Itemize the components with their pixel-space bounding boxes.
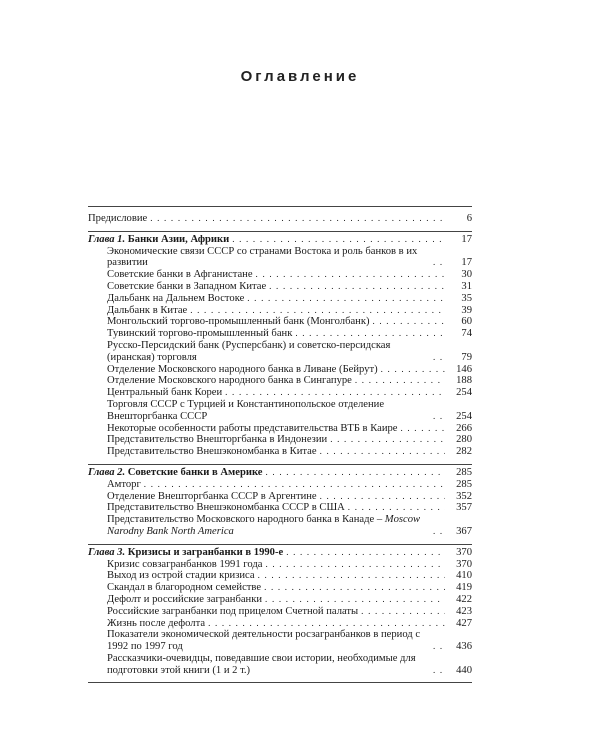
toc-entry-title: Некоторые особенности работы представительства ВТБ в Каире bbox=[107, 422, 398, 434]
toc-page-number: 422 bbox=[456, 593, 472, 605]
toc-entry-title: Кризис совзагранбанков 1991 года bbox=[107, 558, 263, 570]
toc-page-number: 370 bbox=[456, 546, 472, 558]
toc-page-number: 266 bbox=[456, 422, 472, 434]
toc-entry[interactable] bbox=[88, 559, 472, 571]
toc-entry-title: Дефолт и российские загранбанки bbox=[107, 593, 263, 605]
toc-page-number: 285 bbox=[456, 466, 472, 478]
dot-leader bbox=[401, 423, 446, 435]
toc-chapter-title bbox=[88, 547, 283, 559]
toc-page-number: 146 bbox=[456, 363, 472, 375]
dot-leader bbox=[265, 594, 445, 606]
toc-entry-title: Скандал в благородном семействе bbox=[107, 582, 262, 594]
toc-entry-title: Дальбанк в Китае bbox=[107, 304, 188, 316]
chapter-label: Глава 2. bbox=[88, 466, 126, 478]
toc-entry-title: Тувинский торгово-промышленный банк bbox=[107, 328, 293, 340]
dot-leader bbox=[348, 502, 445, 514]
dot-leader bbox=[433, 352, 445, 364]
dot-leader bbox=[225, 387, 445, 399]
toc-entry[interactable] bbox=[88, 364, 472, 376]
chapter-title: Банки Азии, Африки bbox=[127, 233, 230, 245]
dot-leader bbox=[190, 305, 445, 317]
toc-chapter-section bbox=[88, 545, 472, 683]
toc-page-number: 285 bbox=[456, 478, 472, 490]
toc-page-number: 39 bbox=[461, 304, 472, 316]
toc-preface bbox=[88, 207, 472, 231]
toc-entry-title: Русско-Персидский банк (Русперсбанк) и советско-персидская (иранская) торговля bbox=[107, 339, 391, 363]
toc-page-number: 280 bbox=[456, 434, 472, 446]
toc-chapter-heading[interactable] bbox=[88, 467, 472, 479]
toc-entry-title: Представительство Внешэкономбанка СССР в США bbox=[107, 502, 345, 514]
toc-entry-title: Экономические связи СССР со странами Востока и роль банков в их развитии bbox=[107, 245, 418, 269]
toc-entry[interactable] bbox=[88, 340, 472, 364]
toc-entry-title: Российские загранбанки под прицелом Счетной палаты bbox=[107, 605, 359, 617]
toc-entry-title: Торговля СССР с Турцией и Константинопольское отделение Внешторгбанка СССР bbox=[107, 398, 385, 422]
toc-entry[interactable] bbox=[88, 514, 472, 538]
toc-entry[interactable] bbox=[88, 269, 472, 281]
dot-leader bbox=[320, 446, 445, 458]
toc-page-number: 427 bbox=[456, 617, 472, 629]
dot-leader bbox=[373, 316, 446, 328]
toc-page-number: 17 bbox=[461, 257, 472, 269]
dot-leader bbox=[286, 547, 445, 559]
toc-entry-title: Центральный банк Кореи bbox=[107, 387, 223, 399]
dot-leader bbox=[258, 570, 445, 582]
dot-leader bbox=[320, 491, 445, 503]
toc-entry-title: Монгольский торгово-промышленный банк (Монголбанк) bbox=[107, 316, 370, 328]
toc-entry-title: Рассказчики-очевидцы, поведавшие свои истории, необходимые для подготовки этой книги (1 и 2 т.) bbox=[107, 652, 416, 676]
toc-chapters bbox=[88, 232, 472, 684]
dot-leader bbox=[247, 293, 445, 305]
dot-leader bbox=[361, 606, 445, 618]
table-of-contents bbox=[88, 206, 472, 683]
dot-leader bbox=[295, 328, 445, 340]
toc-page-number: 60 bbox=[461, 316, 472, 328]
dot-leader bbox=[232, 234, 445, 246]
toc-entry[interactable] bbox=[88, 653, 472, 677]
toc-page-number: 31 bbox=[461, 280, 472, 292]
toc-entry[interactable] bbox=[88, 281, 472, 293]
toc-entry[interactable] bbox=[88, 606, 472, 618]
toc-entry[interactable] bbox=[88, 434, 472, 446]
dot-leader bbox=[355, 375, 445, 387]
toc-entry[interactable] bbox=[88, 594, 472, 606]
toc-page-number: 74 bbox=[461, 328, 472, 340]
toc-entry-title-italic: Moscow Narodny Bank North America bbox=[107, 514, 421, 537]
dot-leader bbox=[381, 364, 445, 376]
toc-entry[interactable] bbox=[88, 570, 472, 582]
toc-page-number: 357 bbox=[456, 502, 472, 514]
toc-page-number: 254 bbox=[456, 387, 472, 399]
toc-entry-title: Представительство Внешторгбанка в Индонезии bbox=[107, 434, 328, 446]
toc-entry[interactable] bbox=[88, 316, 472, 328]
divider bbox=[88, 682, 472, 683]
toc-chapter-heading[interactable] bbox=[88, 547, 472, 559]
toc-entry[interactable] bbox=[88, 246, 472, 270]
toc-entry[interactable] bbox=[88, 305, 472, 317]
toc-entry-title: Отделение Московского народного банка в Ливане (Бейрут) bbox=[107, 363, 378, 375]
toc-page-number: 440 bbox=[456, 664, 472, 676]
toc-entry[interactable] bbox=[88, 491, 472, 503]
chapter-label: Глава 1. bbox=[88, 233, 126, 245]
toc-chapter-section bbox=[88, 232, 472, 464]
dot-leader bbox=[264, 582, 445, 594]
toc-page-number: 367 bbox=[456, 525, 472, 537]
dot-leader bbox=[144, 479, 445, 491]
dot-leader bbox=[330, 434, 445, 446]
toc-entry[interactable] bbox=[88, 423, 472, 435]
dot-leader bbox=[266, 467, 445, 479]
dot-leader bbox=[433, 641, 445, 653]
toc-entry[interactable] bbox=[88, 629, 472, 653]
chapter-title: Советские банки в Америке bbox=[127, 466, 263, 478]
toc-chapter-title bbox=[88, 467, 263, 479]
toc-page-number: 282 bbox=[456, 446, 472, 458]
dot-leader bbox=[269, 281, 445, 293]
toc-chapter-title bbox=[88, 234, 229, 246]
toc-page-number: 254 bbox=[456, 410, 472, 422]
dot-leader bbox=[256, 269, 445, 281]
toc-entry-title: Выход из острой стадии кризиса bbox=[107, 570, 255, 582]
dot-leader bbox=[433, 665, 445, 677]
toc-entry[interactable] bbox=[88, 502, 472, 514]
toc-chapter-section bbox=[88, 465, 472, 544]
toc-entry[interactable] bbox=[88, 618, 472, 630]
chapter-label: Глава 3. bbox=[88, 546, 126, 558]
dot-leader bbox=[265, 559, 445, 571]
toc-entry-title: Отделение Внешторгбанка СССР в Аргентине bbox=[107, 490, 317, 502]
toc-entry-title: Дальбанк на Дальнем Востоке bbox=[107, 292, 245, 304]
chapter-title: Кризисы и загранбанки в 1990-е bbox=[127, 546, 284, 558]
dot-leader bbox=[433, 526, 445, 538]
toc-entry[interactable] bbox=[88, 213, 472, 225]
toc-entry[interactable] bbox=[88, 479, 472, 491]
dot-leader bbox=[150, 213, 445, 225]
toc-page-number: 6 bbox=[466, 213, 472, 224]
toc-entry[interactable] bbox=[88, 387, 472, 399]
toc-page-number: 370 bbox=[456, 558, 472, 570]
toc-page-number: 79 bbox=[461, 351, 472, 363]
toc-page-number: 436 bbox=[456, 641, 472, 653]
toc-page-number: 423 bbox=[456, 605, 472, 617]
dot-leader bbox=[433, 257, 445, 269]
toc-entry-title: Предисловие bbox=[88, 213, 148, 224]
toc-entry-title: Советские банки в Западном Китае bbox=[107, 280, 267, 292]
toc-page-number: 419 bbox=[456, 582, 472, 594]
toc-entry[interactable] bbox=[88, 446, 472, 458]
toc-page-number: 352 bbox=[456, 490, 472, 502]
toc-page-number: 410 bbox=[456, 570, 472, 582]
toc-entry-title: Отделение Московского народного банка в Сингапуре bbox=[107, 375, 352, 387]
toc-entry[interactable] bbox=[88, 293, 472, 305]
page-title: Оглавление bbox=[240, 68, 360, 85]
toc-entry-title: Амторг bbox=[107, 478, 141, 490]
toc-entry-title: Жизнь после дефолта bbox=[107, 617, 206, 629]
toc-entry[interactable] bbox=[88, 375, 472, 387]
toc-entry[interactable] bbox=[88, 582, 472, 594]
toc-page-number: 188 bbox=[456, 375, 472, 387]
toc-chapter-heading[interactable] bbox=[88, 234, 472, 246]
toc-entry-title: Советские банки в Афганистане bbox=[107, 269, 253, 281]
toc-entry[interactable] bbox=[88, 328, 472, 340]
toc-page-number: 35 bbox=[461, 292, 472, 304]
toc-entry-title: Представительство Московского народного банка в Канаде – bbox=[107, 514, 383, 526]
toc-page-number: 30 bbox=[461, 269, 472, 281]
toc-page-number: 17 bbox=[461, 233, 472, 245]
toc-entry-title: Представительство Внешэкономбанка в Китае bbox=[107, 446, 317, 458]
toc-entry-title: Показатели экономической деятельности росзагранбанков в период с 1992 по 1997 год bbox=[107, 629, 421, 653]
dot-leader bbox=[433, 411, 445, 423]
toc-entry[interactable] bbox=[88, 399, 472, 423]
dot-leader bbox=[208, 618, 445, 630]
